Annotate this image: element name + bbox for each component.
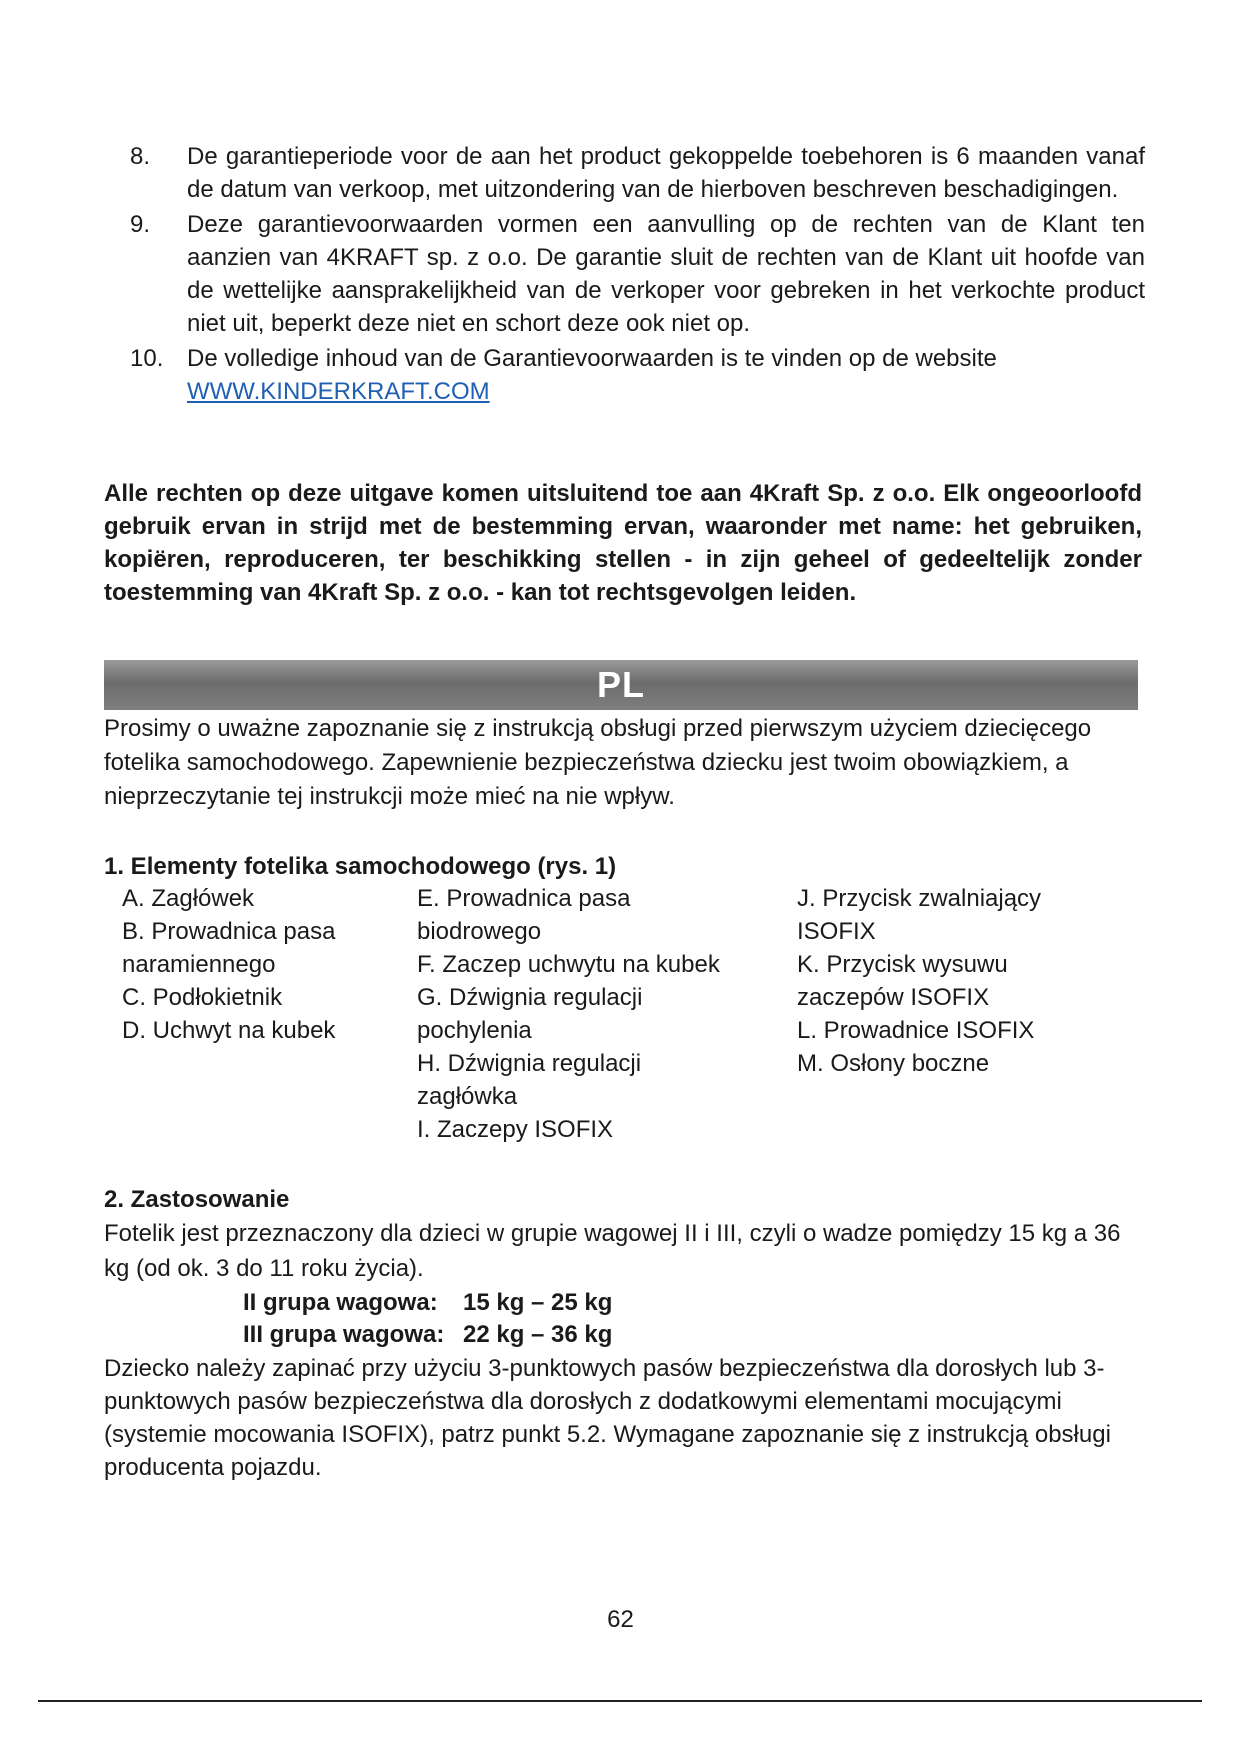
- weight-group-label: II grupa wagowa:: [243, 1289, 438, 1316]
- part-item: H. Dźwignia regulacji zagłówka: [417, 1050, 642, 1110]
- language-section-bar: [104, 660, 1138, 710]
- language-code: PL: [596, 664, 645, 705]
- item-text: De garantieperiode voor de aan het product gekoppelde toebehoren is 6 maanden vanaf de datum van verkoop, met uitzondering van de hierboven beschreven beschadigingen.: [187, 143, 1145, 203]
- list-item: [130, 140, 1145, 206]
- usage-paragraph: Fotelik jest przeznaczony dla dzieci w grupie wagowej II i III, czyli o wadze pomiędzy 15 kg a 36 kg (od ok. 3 do 11 roku życia).: [104, 1220, 1121, 1282]
- item-text: De volledige inhoud van de Garantievoorwaarden is te vinden op de website: [187, 345, 997, 372]
- weight-group-range: 15 kg – 25 kg: [463, 1289, 613, 1316]
- part-item: L. Prowadnice ISOFIX: [797, 1017, 1035, 1044]
- part-item: C. Podłokietnik: [122, 984, 283, 1011]
- part-item: D. Uchwyt na kubek: [122, 1017, 336, 1044]
- page-number: 62: [607, 1606, 634, 1633]
- list-item: [130, 208, 1145, 340]
- part-item: A. Zagłówek: [122, 885, 255, 912]
- part-item: F. Zaczep uchwytu na kubek: [417, 951, 720, 978]
- item-text-wrap: [187, 342, 1145, 408]
- warranty-list: [130, 140, 1145, 408]
- parts-column-2: [417, 882, 757, 1146]
- footer-rule: [38, 1700, 1202, 1702]
- item-number: 8.: [130, 143, 151, 170]
- rights-notice: Alle rechten op deze uitgave komen uitsluitend toe aan 4Kraft Sp. z o.o. Elk ongeoorloofd gebruik ervan in strijd met de bestemming ervan, waaronder met name: het gebruiken, kopiëren, reproduceren, ter beschikking stellen - in zijn geheel of gedeeltelijk zonder toestemming van 4Kraft Sp. z o.o. - kan tot rechtsgevolgen leiden.: [104, 480, 1142, 606]
- part-item: K. Przycisk wysuwu zaczepów ISOFIX: [797, 951, 1008, 1011]
- usage-paragraph-2: Dziecko należy zapinać przy użyciu 3-punktowych pasów bezpieczeństwa dla dorosłych lub 3-punktowych pasów bezpieczeństwa dla dorosłych z dodatkowymi elementami mocującymi (systemie mocowania ISOFIX), patrz punkt 5.2. Wymagane zapoznanie się z instrukcją obsługi producenta pojazdu.: [104, 1355, 1111, 1481]
- part-item: E. Prowadnica pasa biodrowego: [417, 885, 631, 945]
- part-item: J. Przycisk zwalniający ISOFIX: [797, 885, 1042, 945]
- list-item: [130, 342, 1145, 408]
- part-item: I. Zaczepy ISOFIX: [417, 1116, 614, 1143]
- parts-column-3: [797, 882, 1127, 1080]
- weight-group-row: [243, 1287, 612, 1319]
- section-title-elements: 1. Elementy fotelika samochodowego (rys. 1): [104, 853, 617, 880]
- weight-group-label: III grupa wagowa:: [243, 1321, 445, 1348]
- item-number: 10.: [130, 345, 164, 372]
- weight-group-range: 22 kg – 36 kg: [463, 1321, 613, 1348]
- weight-groups: [243, 1287, 612, 1351]
- section-title-usage: 2. Zastosowanie: [104, 1186, 290, 1213]
- parts-column-1: [122, 882, 412, 1047]
- item-number: 9.: [130, 211, 151, 238]
- item-text: Deze garantievoorwaarden vormen een aanvulling op de rechten van de Klant ten aanzien van 4KRAFT sp. z o.o. De garantie sluit de rechten van de Klant uit hoofde van de wettelijke aansprakelijkheid van de verkoper voor gebreken in het verkochte product niet uit, beperkt deze niet en schort deze ook niet op.: [187, 211, 1145, 337]
- intro-paragraph: Prosimy o uważne zapoznanie się z instrukcją obsługi przed pierwszym użyciem dziecięcego fotelika samochodowego. Zapewnienie bezpieczeństwa dziecku jest twoim obowiązkiem, a nieprzeczytanie tej instrukcji może mieć na nie wpływ.: [104, 715, 1092, 810]
- part-item: G. Dźwignia regulacji pochylenia: [417, 984, 643, 1044]
- part-item: B. Prowadnica pasa naramiennego: [122, 918, 336, 978]
- part-item: M. Osłony boczne: [797, 1050, 990, 1077]
- weight-group-row: [243, 1319, 612, 1351]
- website-link[interactable]: WWW.KINDERKRAFT.COM: [187, 378, 490, 405]
